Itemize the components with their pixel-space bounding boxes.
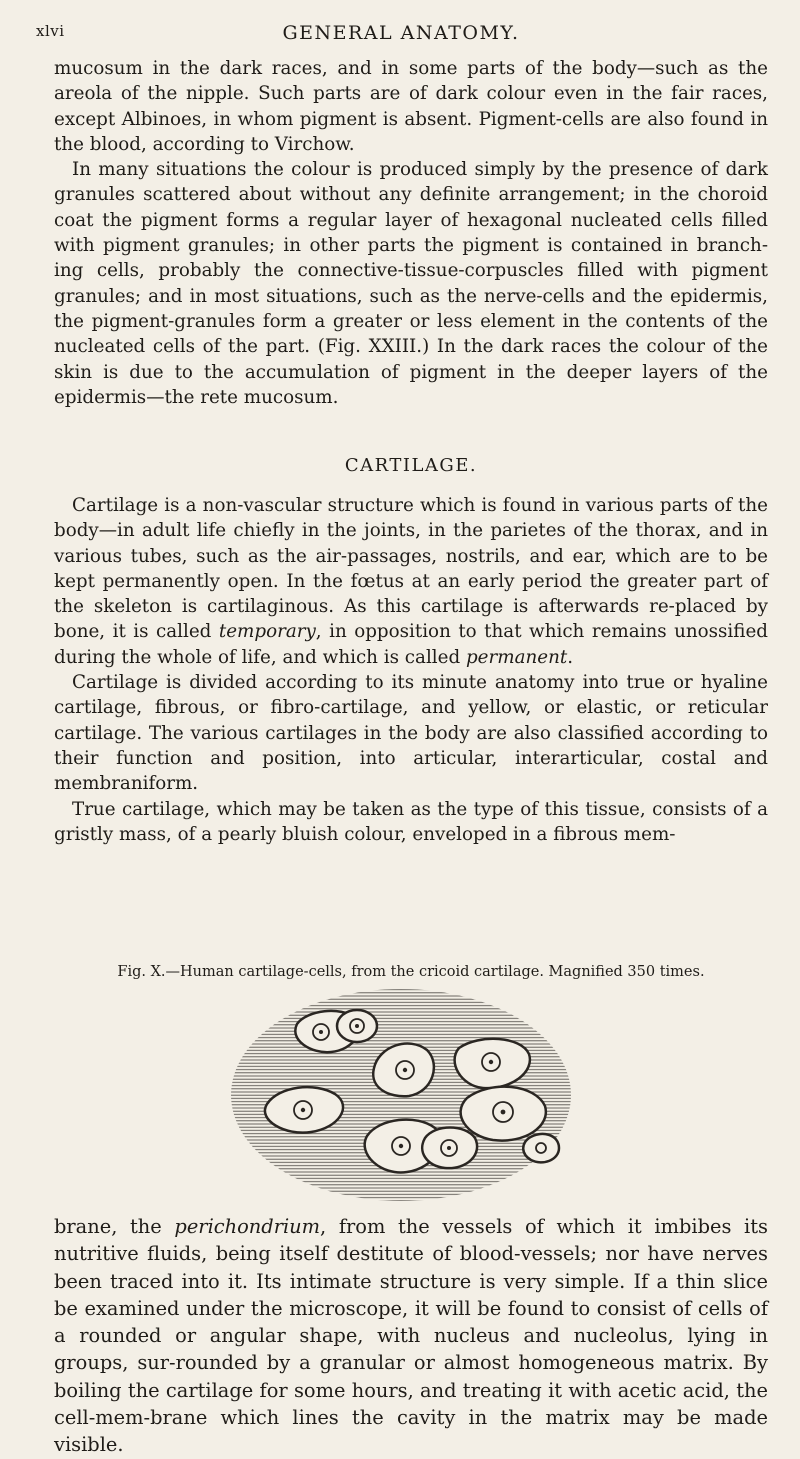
paragraph-text: , in opposition to that which remains unossified during the whole of life, and which is called — [54, 621, 768, 668]
pigment-text — [54, 56, 768, 410]
term-temporary: temporary — [218, 621, 316, 643]
cell — [523, 1134, 559, 1162]
term-permanent: permanent — [465, 646, 568, 668]
nucleolus — [489, 1060, 493, 1064]
running-title: GENERAL ANATOMY. — [282, 22, 520, 44]
paragraph-text: Cartilage is a non-vascular structure which is found in various parts of the body—in adult life chiefly in the joints, in the parietes of the thorax, and in various tubes, such as the air-passages, nostrils, and ear, which are to be kept permanently open. In the fœtus at an early period the greater part of the skeleton is cartilaginous. As this cartilage is afterwards re-placed by bone, it is called — [54, 495, 768, 643]
cartilage-cells-figure — [229, 988, 574, 1203]
paragraph — [54, 1213, 768, 1459]
paragraph: mucosum in the dark races, and in some parts of the body—such as the areola of the nipple. Such parts are of dark colour even in the fair races, except Albinoes, in whom pigment is absent. Pigment-cells are also found in the blood, according to Virchow. — [54, 58, 768, 155]
paragraph: Cartilage is divided according to its minute anatomy into true or hyaline cartilage, fibrous, or fibro-cartilage, and yellow, or elastic, or reticular cartilage. The various cartilages in the body are also classified according to their function and position, into articular, interarticular, costal and membraniform. — [54, 672, 768, 795]
continuation-text — [54, 1213, 768, 1459]
paragraph — [54, 493, 768, 670]
paragraph-text: , from the vessels of which it imbibes its nutritive fluids, being itself destitute of blood-vessels; nor have nerves been traced into it. Its intimate structure is very simple. If a thin slice be examined under the microscope, it will be found to consist of cells of a rounded or angular shape, with nucleus and nucleolus, lying in groups, sur-rounded by a granular or almost homogeneous matrix. By boiling the cartilage for some hours, and treating it with acetic acid, the cell-mem-brane which lines the cavity in the matrix may be made visible. — [54, 1215, 768, 1457]
paragraph-text: . — [567, 646, 574, 668]
nucleolus — [403, 1068, 407, 1072]
paragraph: In many situations the colour is produced simply by the presence of dark granules scattered about without any definite arrangement; in the choroid coat the pigment forms a regular layer of hexagonal nucleated cells filled with pigment granules; in other parts the pigment is contained in branch-ing cells, probably the connective-tissue-corpuscles filled with pigment granules; and in most situations, such as the nerve-cells and the epidermis, the pigment-granules form a greater or less element in the contents of the nucleated cells of the part. (Fig. XXIII.) In the dark races the colour of the skin is due to the accumulation of pigment in the deeper layers of the epidermis—the rete mucosum. — [54, 159, 768, 408]
section-heading: CARTILAGE. — [344, 455, 478, 476]
nucleolus — [301, 1108, 305, 1112]
page-number: xlvi — [36, 22, 65, 40]
paragraph-text: brane, the — [54, 1215, 175, 1238]
paragraph: True cartilage, which may be taken as the type of this tissue, consists of a gristly mass, of a pearly bluish colour, enveloped in a fibrous mem- — [54, 798, 768, 845]
term-perichondrium: perichondrium — [174, 1215, 321, 1238]
nucleolus — [447, 1146, 451, 1150]
nucleolus — [501, 1110, 506, 1115]
running-head — [36, 22, 766, 52]
figure-caption: Fig. X.—Human cartilage-cells, from the cricoid cartilage. Magnified 350 times. — [117, 964, 705, 980]
cartilage-text — [54, 493, 768, 847]
nucleolus — [399, 1144, 403, 1148]
nucleolus — [355, 1024, 359, 1028]
nucleolus — [319, 1030, 323, 1034]
